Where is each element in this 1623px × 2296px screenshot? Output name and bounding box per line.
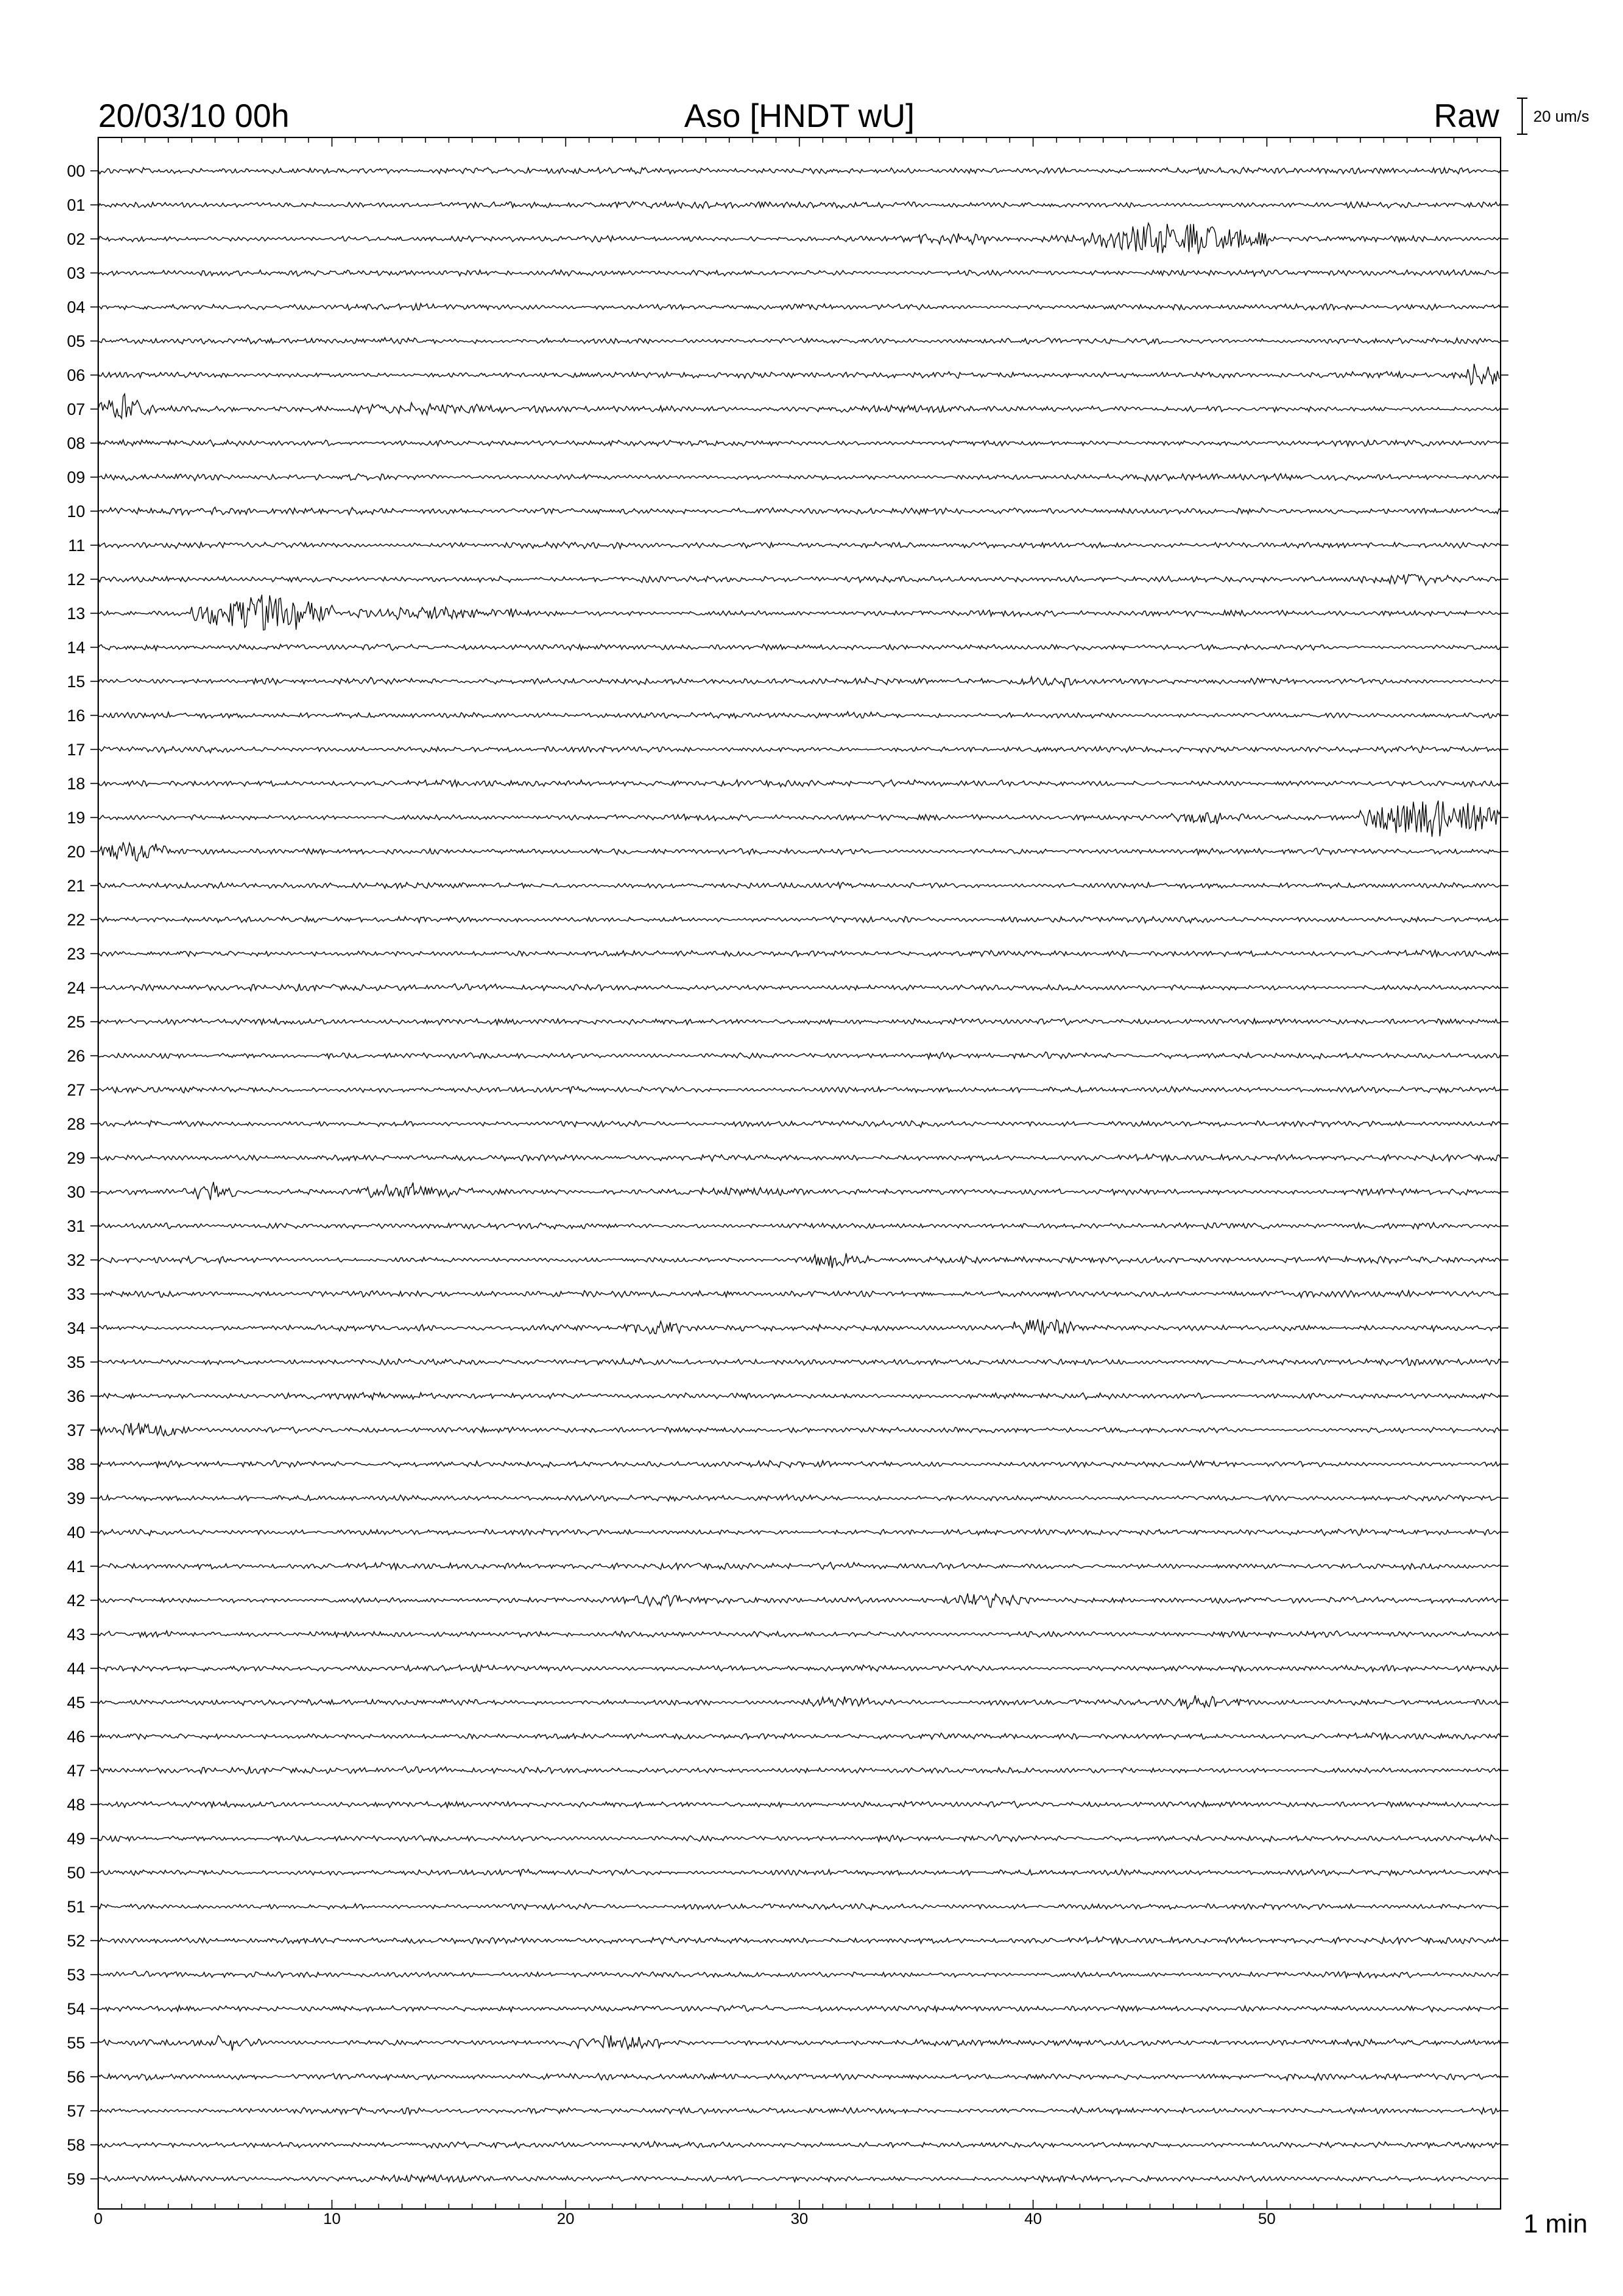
row-label: 56	[67, 2068, 85, 2087]
trace-20	[98, 842, 1501, 861]
row-label: 11	[68, 537, 85, 555]
trace-25	[98, 1018, 1501, 1025]
trace-52	[98, 1937, 1501, 1944]
waveform-traces	[98, 168, 1501, 2182]
row-label: 18	[67, 775, 85, 793]
trace-56	[98, 2073, 1501, 2081]
row-label: 22	[67, 911, 85, 929]
trace-45	[98, 1695, 1501, 1708]
row-label: 00	[67, 162, 85, 181]
trace-44	[98, 1665, 1501, 1672]
row-label: 43	[67, 1626, 85, 1644]
row-label: 45	[67, 1694, 85, 1712]
trace-32	[98, 1253, 1501, 1268]
row-label: 55	[67, 2034, 85, 2053]
row-label: 49	[67, 1830, 85, 1848]
row-label: 40	[67, 1524, 85, 1542]
mode-label: Raw	[1433, 98, 1499, 134]
trace-09	[98, 474, 1501, 481]
trace-07	[98, 394, 1501, 418]
trace-51	[98, 1903, 1501, 1910]
row-label: 35	[67, 1354, 85, 1372]
row-label: 03	[67, 264, 85, 283]
trace-08	[98, 440, 1501, 446]
row-label: 19	[67, 809, 85, 827]
row-label: 06	[67, 367, 85, 385]
scale-label: 20 um/s	[1533, 108, 1590, 126]
trace-12	[98, 575, 1501, 586]
trace-33	[98, 1291, 1501, 1298]
row-label: 01	[67, 196, 85, 215]
row-label: 52	[67, 1932, 85, 1950]
row-labels	[67, 162, 85, 2189]
trace-15	[98, 677, 1501, 687]
trace-05	[98, 338, 1501, 344]
row-label: 34	[67, 1319, 85, 1338]
trace-54	[98, 2005, 1501, 2012]
row-label: 51	[67, 1898, 85, 1916]
row-label: 36	[67, 1388, 85, 1406]
trace-53	[98, 1971, 1501, 1978]
trace-59	[98, 2175, 1501, 2182]
trace-48	[98, 1801, 1501, 1808]
x-tick-label: 40	[1024, 2210, 1042, 2228]
trace-13	[98, 595, 1501, 630]
trace-58	[98, 2142, 1501, 2148]
trace-27	[98, 1086, 1501, 1093]
trace-41	[98, 1562, 1501, 1570]
row-label: 33	[67, 1285, 85, 1304]
amplitude-scale-bar	[1517, 98, 1527, 134]
plot-frame	[98, 137, 1501, 2209]
row-label: 30	[67, 1183, 85, 1202]
trace-43	[98, 1631, 1501, 1638]
x-tick-label: 10	[323, 2210, 341, 2228]
x-tick-label: 20	[556, 2210, 575, 2228]
row-label: 27	[67, 1081, 85, 1100]
x-tick-label: 50	[1258, 2210, 1276, 2228]
trace-02	[98, 223, 1501, 254]
trace-29	[98, 1154, 1501, 1161]
trace-04	[98, 304, 1501, 310]
row-label: 32	[67, 1251, 85, 1270]
trace-18	[98, 780, 1501, 787]
trace-39	[98, 1494, 1501, 1501]
top-tick-marks	[98, 137, 1501, 147]
trace-46	[98, 1733, 1501, 1740]
trace-34	[98, 1319, 1501, 1335]
trace-35	[98, 1359, 1501, 1366]
trace-00	[98, 168, 1501, 174]
row-label: 58	[67, 2136, 85, 2155]
row-label: 50	[67, 1864, 85, 1882]
trace-23	[98, 950, 1501, 957]
row-label: 10	[67, 503, 85, 521]
trace-42	[98, 1594, 1501, 1607]
x-tick-labels	[94, 2210, 1275, 2228]
row-label: 08	[67, 435, 85, 453]
x-axis-label: 1 min	[1523, 2210, 1588, 2238]
row-label: 02	[67, 230, 85, 249]
row-label: 17	[67, 741, 85, 759]
row-label: 42	[67, 1592, 85, 1610]
row-label: 57	[67, 2102, 85, 2121]
row-label: 47	[67, 1762, 85, 1780]
trace-24	[98, 984, 1501, 991]
row-label: 16	[67, 707, 85, 725]
trace-38	[98, 1460, 1501, 1467]
row-label: 37	[67, 1422, 85, 1440]
row-label: 14	[67, 639, 85, 657]
trace-22	[98, 916, 1501, 923]
row-label: 28	[67, 1115, 85, 1134]
row-label: 13	[67, 605, 85, 623]
chart-title: Aso [HNDT wU]	[684, 98, 915, 134]
x-tick-label: 30	[790, 2210, 809, 2228]
row-label: 59	[67, 2170, 85, 2189]
trace-31	[98, 1223, 1501, 1229]
row-label: 15	[67, 673, 85, 691]
trace-14	[98, 644, 1501, 651]
row-label: 04	[67, 298, 85, 317]
trace-11	[98, 542, 1501, 548]
trace-28	[98, 1121, 1501, 1127]
row-label: 31	[67, 1217, 85, 1236]
trace-06	[98, 364, 1501, 385]
row-label: 38	[67, 1456, 85, 1474]
trace-03	[98, 270, 1501, 276]
trace-50	[98, 1869, 1501, 1876]
trace-21	[98, 882, 1501, 888]
row-label: 20	[67, 843, 85, 861]
trace-37	[98, 1423, 1501, 1436]
row-label: 54	[67, 2000, 85, 2018]
row-label: 44	[67, 1660, 85, 1678]
trace-36	[98, 1393, 1501, 1400]
row-label: 12	[67, 571, 85, 589]
row-label: 21	[67, 877, 85, 895]
row-label: 48	[67, 1796, 85, 1814]
row-label: 23	[67, 945, 85, 963]
row-label: 46	[67, 1728, 85, 1746]
row-label: 39	[67, 1490, 85, 1508]
row-label: 26	[67, 1047, 85, 1066]
row-tick-marks	[90, 171, 1508, 2179]
trace-26	[98, 1052, 1501, 1059]
trace-57	[98, 2108, 1501, 2115]
x-tick-label: 0	[94, 2210, 103, 2228]
trace-47	[98, 1767, 1501, 1774]
trace-55	[98, 2036, 1501, 2051]
row-label: 41	[67, 1558, 85, 1576]
bottom-tick-marks	[98, 2200, 1501, 2209]
trace-16	[98, 711, 1501, 718]
trace-10	[98, 507, 1501, 515]
header-datetime: 20/03/10 00h	[98, 98, 289, 134]
trace-19	[98, 800, 1501, 836]
trace-17	[98, 746, 1501, 753]
row-label: 25	[67, 1013, 85, 1031]
trace-30	[98, 1182, 1501, 1200]
trace-49	[98, 1835, 1501, 1842]
row-label: 09	[67, 469, 85, 487]
trace-40	[98, 1529, 1501, 1535]
row-label: 29	[67, 1149, 85, 1168]
row-label: 05	[67, 332, 85, 351]
row-label: 24	[67, 979, 85, 997]
row-label: 53	[67, 1966, 85, 1984]
trace-01	[98, 202, 1501, 209]
row-label: 07	[67, 401, 85, 419]
